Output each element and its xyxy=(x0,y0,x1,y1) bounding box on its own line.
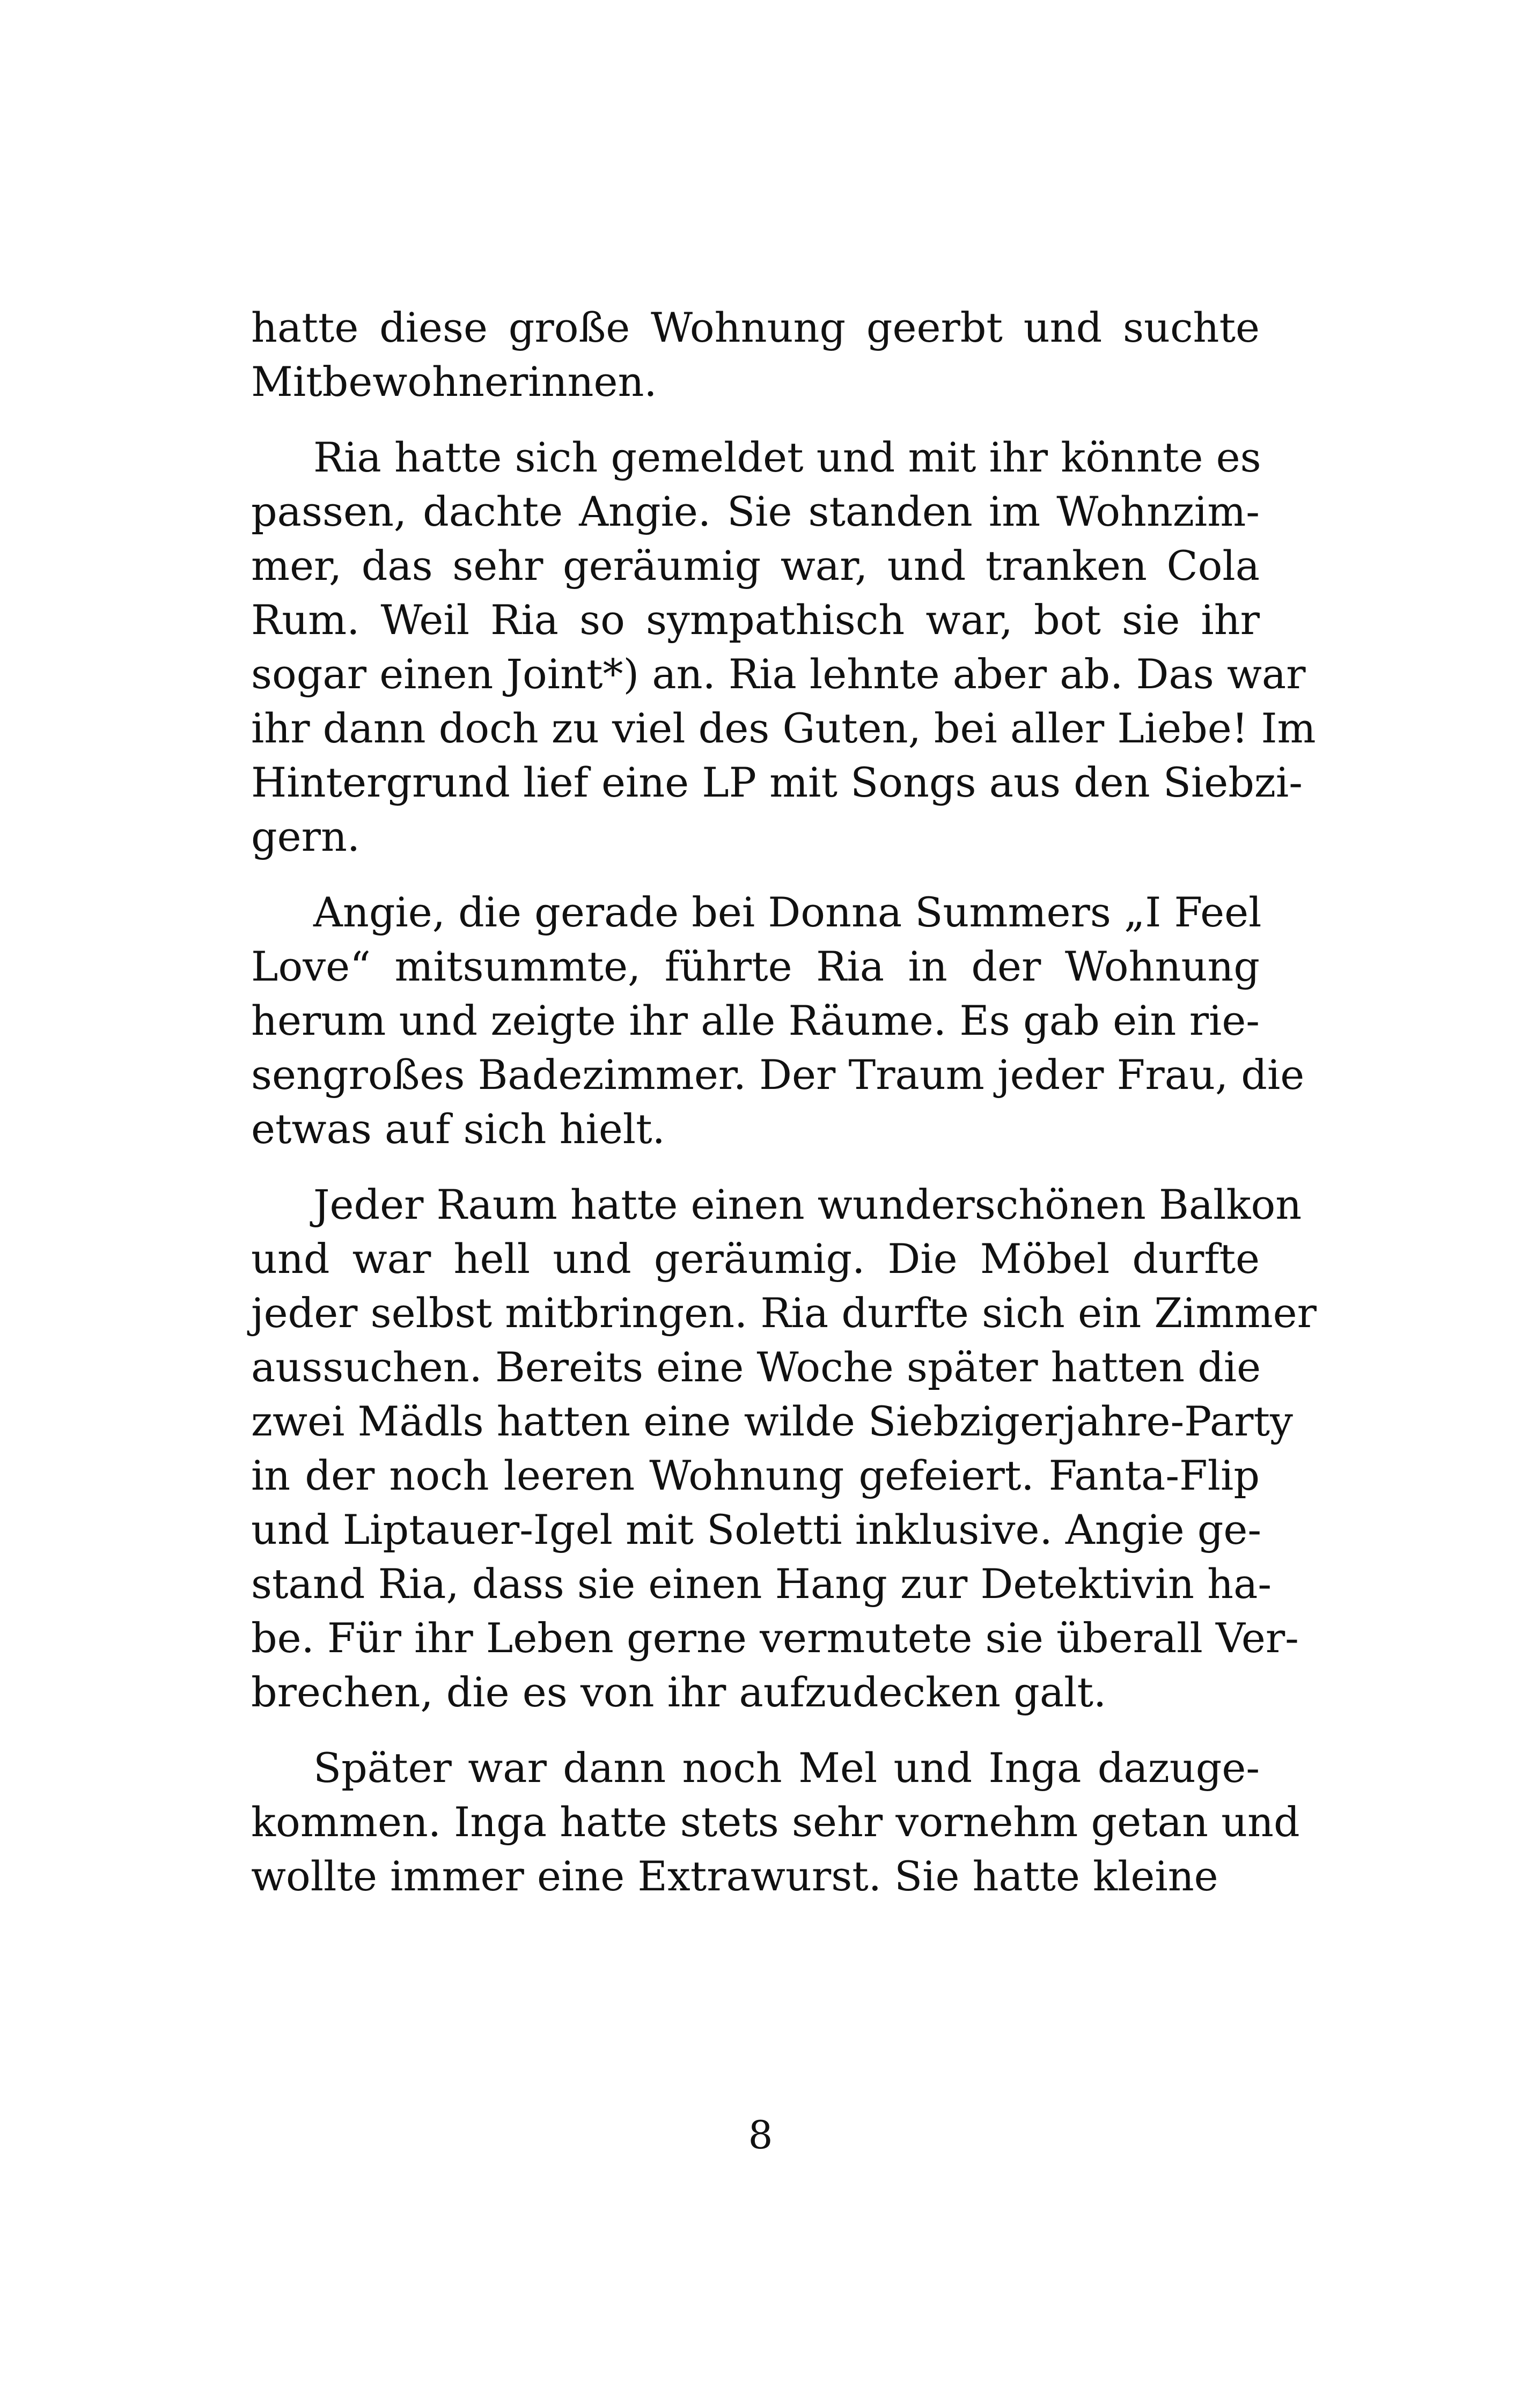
text-line: gern. xyxy=(251,813,361,860)
text-line: stand Ria, dass sie einen Hang zur Detektivin ha- xyxy=(251,1560,1272,1608)
text-line: sogar einen Joint*) an. Ria lehnte aber ab. Das war xyxy=(251,650,1306,698)
paragraph-1 xyxy=(251,300,1260,409)
paragraph-4 xyxy=(251,1177,1317,1719)
text-line: Jeder Raum hatte einen wunderschönen Balkon xyxy=(313,1181,1302,1228)
text-line: aussuchen. Bereits eine Woche später hatten die xyxy=(251,1343,1261,1391)
text-line: brechen, die es von ihr aufzudecken galt. xyxy=(251,1668,1107,1716)
text-line: etwas auf sich hielt. xyxy=(251,1105,665,1153)
paragraph-5 xyxy=(251,1741,1300,1903)
text-line: und war hell und geräumig. Die Möbel durfte xyxy=(251,1235,1260,1283)
text-line: be. Für ihr Leben gerne vermutete sie überall Ver- xyxy=(251,1614,1299,1662)
text-line: Mitbewohnerinnen. xyxy=(251,358,657,406)
text-line: in der noch leeren Wohnung gefeiert. Fanta-Flip xyxy=(251,1452,1260,1499)
text-line: Später war dann noch Mel und Inga dazuge- xyxy=(313,1744,1260,1792)
text-line: passen, dachte Angie. Sie standen im Wohnzim- xyxy=(251,488,1260,535)
paragraph-3 xyxy=(251,885,1305,1156)
text-line: zwei Mädls hatten eine wilde Siebzigerjahre-Party xyxy=(251,1397,1293,1445)
text-line: Hintergrund lief eine LP mit Songs aus den Siebzi- xyxy=(251,759,1303,806)
text-line: sengroßes Badezimmer. Der Traum jeder Frau, die xyxy=(251,1051,1305,1099)
body-text xyxy=(251,300,1317,1925)
text-line: hatte diese große Wohnung geerbt und suchte xyxy=(251,304,1260,351)
text-line: mer, das sehr geräumig war, und tranken Cola xyxy=(251,542,1260,590)
text-line: kommen. Inga hatte stets sehr vornehm getan und xyxy=(251,1798,1300,1846)
text-line: Love“ mitsummte, führte Ria in der Wohnung xyxy=(251,942,1260,990)
text-line: herum und zeigte ihr alle Räume. Es gab ein rie- xyxy=(251,997,1260,1044)
paragraph-2 xyxy=(251,430,1316,864)
text-line: Angie, die gerade bei Donna Summers „I Feel xyxy=(313,888,1262,936)
text-line: Rum. Weil Ria so sympathisch war, bot sie ihr xyxy=(251,596,1260,644)
text-line: jeder selbst mitbringen. Ria durfte sich ein Zimmer xyxy=(251,1289,1317,1337)
text-line: Ria hatte sich gemeldet und mit ihr könnte es xyxy=(313,433,1261,481)
text-line: ihr dann doch zu viel des Guten, bei aller Liebe! Im xyxy=(251,704,1316,752)
text-line: wollte immer eine Extrawurst. Sie hatte kleine xyxy=(251,1852,1218,1900)
page-number: 8 xyxy=(748,2112,773,2157)
text-line: und Liptauer-Igel mit Soletti inklusive. Angie ge- xyxy=(251,1506,1262,1553)
